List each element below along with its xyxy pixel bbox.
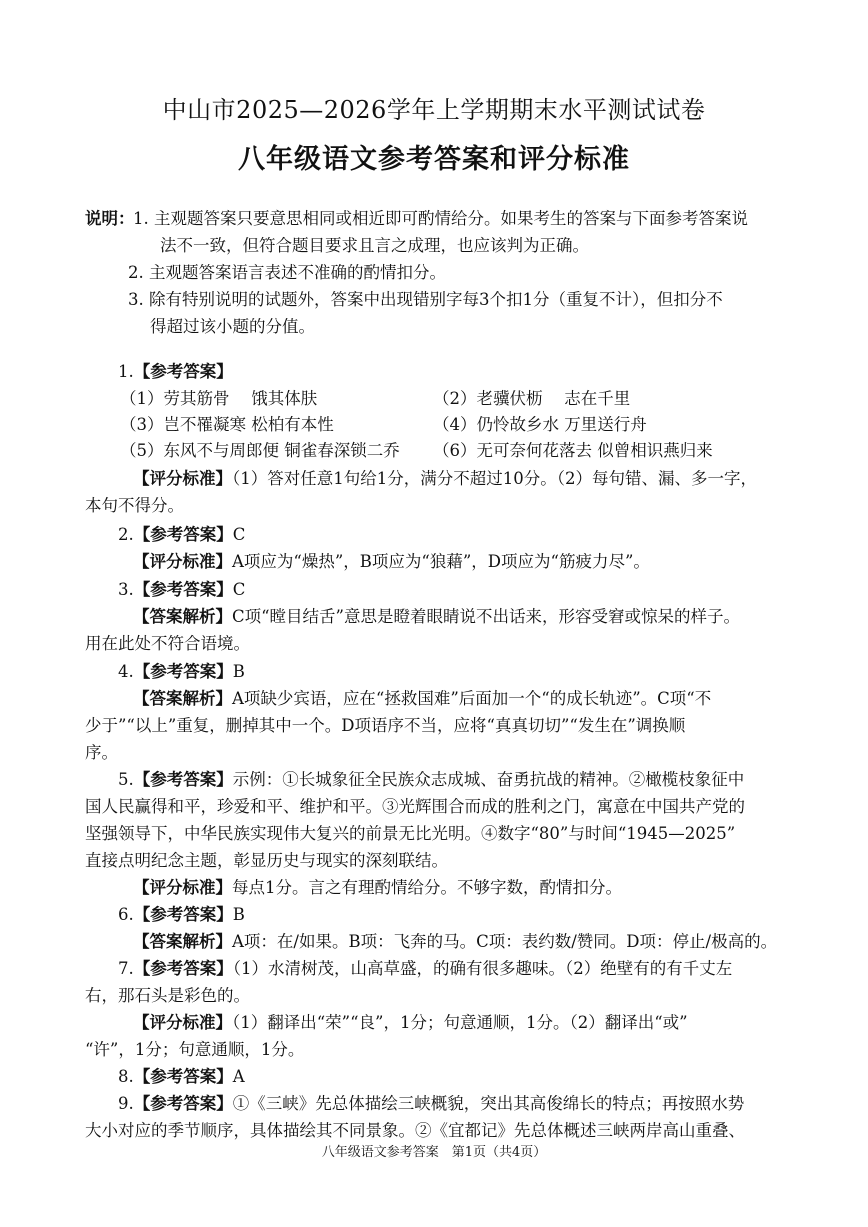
q5-answer-d: 直接点明纪念主题，彰显历史与现实的深刻联结。 [85, 851, 448, 870]
q1-answer-3: （3）岂不罹凝寒 松柏有本性 [120, 415, 334, 434]
q3-explanation-a: C项“瞠目结舌”意思是瞪着眼睛说不出话来，形容受窘或惊呆的样子。 [232, 607, 740, 626]
note-1b: 法不一致，但符合题目要求且言之成理，也应该判为正确。 [160, 236, 589, 255]
exam-title: 中山市2025—2026学年上学期期末水平测试试卷 [162, 96, 706, 124]
q5-answer-a: 示例：①长城象征全民族众志成城、奋勇抗战的精神。②橄榄枝象征中 [232, 770, 745, 789]
q4-explanation-tag: 【答案解析】 [133, 689, 232, 708]
q1-answer-1: （1）劳其筋骨 饿其体肤 [120, 389, 318, 408]
notes-label: 说明： [85, 209, 135, 228]
q2-number: 2. [118, 525, 134, 544]
q1-answer-2: （2）老骥伏枥 志在千里 [433, 389, 631, 408]
q8-answer-tag: 【参考答案】 [133, 1067, 233, 1086]
q4-explanation-a: A项缺少宾语，应在“拯救国难”后面加一个“的成长轨迹”。C项“不 [232, 689, 712, 708]
q3-answer-tag: 【参考答案】 [133, 580, 233, 599]
q1-answer-tag: 【参考答案】 [133, 362, 233, 381]
q1-standard-tag: 【评分标准】 [133, 469, 232, 488]
q8-answer: A [232, 1067, 245, 1086]
q9-answer-a: ①《三峡》先总体描绘三峡概貌，突出其高俊绵长的特点；再按照水势 [232, 1094, 745, 1113]
q6-explanation-tag: 【答案解析】 [133, 932, 232, 951]
q7-answer-b: 右，那石头是彩色的。 [85, 986, 250, 1005]
note-2: 2. 主观题答案语言表述不准确的酌情扣分。 [128, 263, 446, 282]
q1-standard-b: 本句不得分。 [85, 496, 184, 515]
q5-standard-tag: 【评分标准】 [133, 878, 232, 897]
q7-answer-a: （1）水清树茂，山高草盛，的确有很多趣味。（2）绝壁有的有千丈左 [232, 959, 733, 978]
note-1a: 1. 主观题答案只要意思相同或相近即可酌情给分。如果考生的答案与下面参考答案说 [133, 209, 748, 228]
page-footer: 八年级语文参考答案 第1页（共4页） [321, 1145, 547, 1160]
q1-answer-4: （4）仍怜故乡水 万里送行舟 [433, 415, 647, 434]
q4-explanation-b: 少于”“以上”重复，删掉其中一个。D项语序不当，应将“真真切切”“发生在”调换顺 [85, 716, 686, 735]
q5-standard: 每点1分。言之有理酌情给分。不够字数，酌情扣分。 [232, 878, 622, 897]
q7-number: 7. [118, 959, 134, 978]
q5-answer-b: 国人民赢得和平，珍爱和平、维护和平。③光辉围合而成的胜利之门，寓意在中国共产党的 [85, 797, 745, 816]
q5-answer-tag: 【参考答案】 [133, 770, 233, 789]
q1-number: 1. [118, 362, 134, 381]
q4-answer-tag: 【参考答案】 [133, 662, 233, 681]
q7-standard-b: “许”，1分；句意通顺，1分。 [85, 1040, 305, 1059]
q2-standard-tag: 【评分标准】 [133, 552, 232, 571]
q7-standard-tag: 【评分标准】 [133, 1013, 232, 1032]
q2-answer-tag: 【参考答案】 [133, 525, 233, 544]
q2-answer: C [232, 525, 246, 544]
q4-explanation-c: 序。 [85, 743, 118, 762]
q6-explanation: A项：在/如果。B项：飞奔的马。C项：表约数/赞同。D项：停止/极高的。 [232, 932, 778, 951]
q1-answer-6: （6）无可奈何花落去 似曾相识燕归来 [433, 441, 713, 460]
q3-number: 3. [118, 580, 134, 599]
q8-number: 8. [118, 1067, 134, 1086]
q3-answer: C [232, 580, 246, 599]
q3-explanation-b: 用在此处不符合语境。 [85, 634, 250, 653]
q7-standard-a: （1）翻译出“荣”“良”，1分；句意通顺，1分。（2）翻译出“或” [232, 1013, 688, 1032]
q6-number: 6. [118, 905, 134, 924]
q2-standard: A项应为“燥热”，B项应为“狼藉”，D项应为“筋疲力尽”。 [232, 552, 650, 571]
doc-subtitle: 八年级语文参考答案和评分标准 [238, 144, 630, 175]
q5-number: 5. [118, 770, 134, 789]
q1-standard-a: （1）答对任意1句给1分，满分不超过10分。（2）每句错、漏、多一字， [232, 469, 757, 488]
q9-answer-b: 大小对应的季节顺序，具体描绘其不同景象。②《宜都记》先总体概述三峡两岸高山重叠、 [85, 1121, 745, 1140]
q5-answer-c: 坚强领导下，中华民族实现伟大复兴的前景无比光明。④数字“80”与时间“1945—2025” [85, 824, 736, 843]
q4-answer: B [232, 662, 245, 681]
q6-answer-tag: 【参考答案】 [133, 905, 233, 924]
q7-answer-tag: 【参考答案】 [133, 959, 233, 978]
note-3b: 得超过该小题的分值。 [150, 317, 315, 336]
q9-number: 9. [118, 1094, 134, 1113]
q3-explanation-tag: 【答案解析】 [133, 607, 232, 626]
q6-answer: B [232, 905, 245, 924]
note-3a: 3. 除有特别说明的试题外，答案中出现错别字每3个扣1分（重复不计），但扣分不 [128, 290, 723, 309]
q1-answer-5: （5）东风不与周郎便 铜雀春深锁二乔 [120, 441, 400, 460]
q9-answer-tag: 【参考答案】 [133, 1094, 233, 1113]
q4-number: 4. [118, 662, 134, 681]
